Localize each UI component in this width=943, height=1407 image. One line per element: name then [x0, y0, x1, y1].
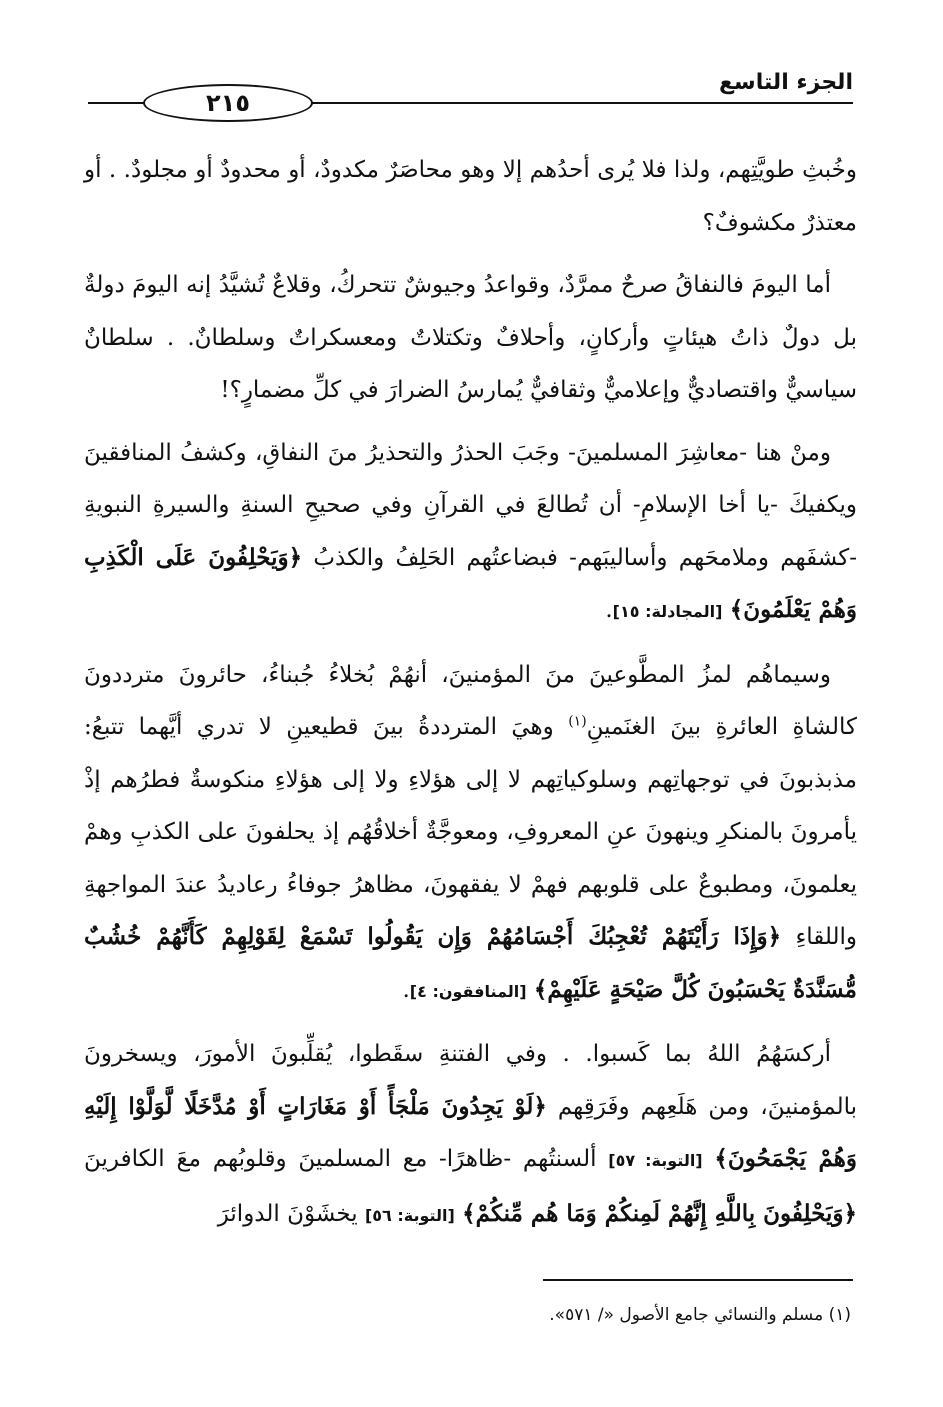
quran-verse: ﴿وَيَحْلِفُونَ عَلَى الْكَذِبِ وَهُمْ يَعْلَمُونَ﴾	[84, 543, 857, 623]
page-number: ٢١٥	[206, 89, 250, 117]
page-header	[88, 58, 853, 128]
verse-citation: [المنافقون: ٤]	[409, 981, 527, 1001]
running-title: الجزء التاسع	[719, 70, 853, 95]
paragraph-3-text: ومنْ هنا -معاشِرَ المسلمينَ- وجَبَ الحذرُ والتحذيرُ منَ النفاقِ، وكشفُ المنافقينَ ويكفيكَ -يا أخا الإسلامِ- أن تُطالعَ في القرآنِ وفي صحيحِ السنةِ والسيرةِ النبويةِ -كشفَهم وملامحَهم وأساليبَهم- فبضاعتُهم الحَلِفُ والكذبُ	[84, 439, 858, 571]
paragraph-5-text-b: ألسنتُهم -ظاهرًا- مع المسلمينَ وقلوبُهم معَ الكافرينَ	[84, 1146, 597, 1172]
paragraph-3	[84, 427, 857, 639]
footnote: (١) مسلم والنسائي جامع الأصول «/ ٥٧١».	[549, 1305, 851, 1325]
verse-citation: [المجادلة: ١٥]	[612, 602, 723, 621]
paragraph-4-text-a: وسيماهُم لمزُ المطَّوعينَ منَ المؤمنينَ، أنهُمْ بُخلاءُ جُبناءُ، حائرونَ مترددونَ كالشاةِ العائرةِ بينَ الغنَمينِ	[84, 661, 858, 740]
quran-verse: ﴿وَيَحْلِفُونَ بِاللَّهِ إِنَّهُمْ لَمِنكُمْ وَمَا هُم مِّنكُمْ﴾	[462, 1199, 857, 1227]
sentence-end: .	[402, 976, 410, 1003]
quran-verse: ﴿وَإِذَا رَأَيْتَهُمْ تُعْجِبُكَ أَجْسَامُهُمْ وَإِن يَقُولُوا تَسْمَعْ لِقَوْلِهِمْ كَأَنَّهُمْ خُشُبٌ مُّسَنَّدَةٌ يَحْسَبُونَ كُلَّ صَيْحَةٍ عَلَيْهِمْ﴾	[84, 923, 857, 1003]
paragraph-5-text-a: أركسَهُمُ اللهُ بما كَسبوا. . وفي الفتنةِ سقَطوا، يُقلِّبونَ الأمورَ، ويسخرونَ بالمؤمنينَ، ومن هَلَعِهم وفَرَقِهم	[84, 1041, 858, 1120]
quran-verse: ﴿لَوْ يَجِدُونَ مَلْجَأً أَوْ مَغَارَاتٍ أَوْ مُدَّخَلًا لَّوَلَّوْا إِلَيْهِ وَهُمْ يَجْمَحُونَ﴾	[84, 1092, 857, 1172]
verse-citation: [التوبة: ٥٦]	[364, 1205, 455, 1225]
body-text	[84, 144, 857, 1252]
footnote-reference[interactable]: (١)	[568, 713, 587, 730]
paragraph-5	[84, 1028, 857, 1242]
paragraph-2	[84, 259, 857, 417]
paragraph-2-text: أما اليومَ فالنفاقُ صرحٌ ممرَّدٌ، وقواعدُ وجيوشٌ تتحركُ، وقلاعٌ تُشيَّدُ إنه اليومَ دولةٌ بل دولٌ ذاتُ هيئاتٍ وأركانٍ، وأحلافٌ وتكتلاتٌ ومعسكراتٌ وسلطانٌ. . سلطانٌ سياسيٌّ واقتصاديٌّ وإعلاميٌّ وثقافيٌّ يُمارسُ الضرارَ في كلِّ مضمارٍ؟!	[84, 272, 857, 403]
paragraph-5-text-c: يخشَوْنَ الدوائرَ	[217, 1200, 358, 1227]
paragraph-1-text: وخُبثِ طويَّتِهم، ولذا فلا يُرى أحدُهم إلا وهو محاصَرٌ مكدودٌ، أو محدودٌ أو مجلودٌ. . أو معتذرٌ مكشوفٌ؟	[84, 157, 857, 236]
sentence-end: .	[605, 597, 613, 623]
paragraph-4	[84, 649, 857, 1019]
paragraph-1	[84, 144, 857, 249]
footnote-rule	[543, 1279, 853, 1281]
paragraph-4-text-b: وهيَ المترددةُ بينَ قطيعينِ لا تدري أيَّهما تتبعُ: مذبذبونَ في توجهاتِهم وسلوكياتِهم لا إلى هؤلاءِ ولا إلى هؤلاءِ منكوسةٌ فطرُهم إذْ يأمرونَ بالمنكرِ وينهونَ عنِ المعروفِ، ومعوجَّةٌ أخلاقُهُم إذ يحلفونَ على الكذبِ وهمْ يعلمونَ، ومطبوعٌ على قلوبهم فهمْ لا يفقهونَ، مظاهرُ جوفاءُ رعاديدُ عندَ المواجهةِ واللقاءِ	[84, 714, 858, 950]
verse-citation: [التوبة: ٥٧]	[608, 1151, 703, 1170]
page-number-frame	[143, 84, 313, 122]
